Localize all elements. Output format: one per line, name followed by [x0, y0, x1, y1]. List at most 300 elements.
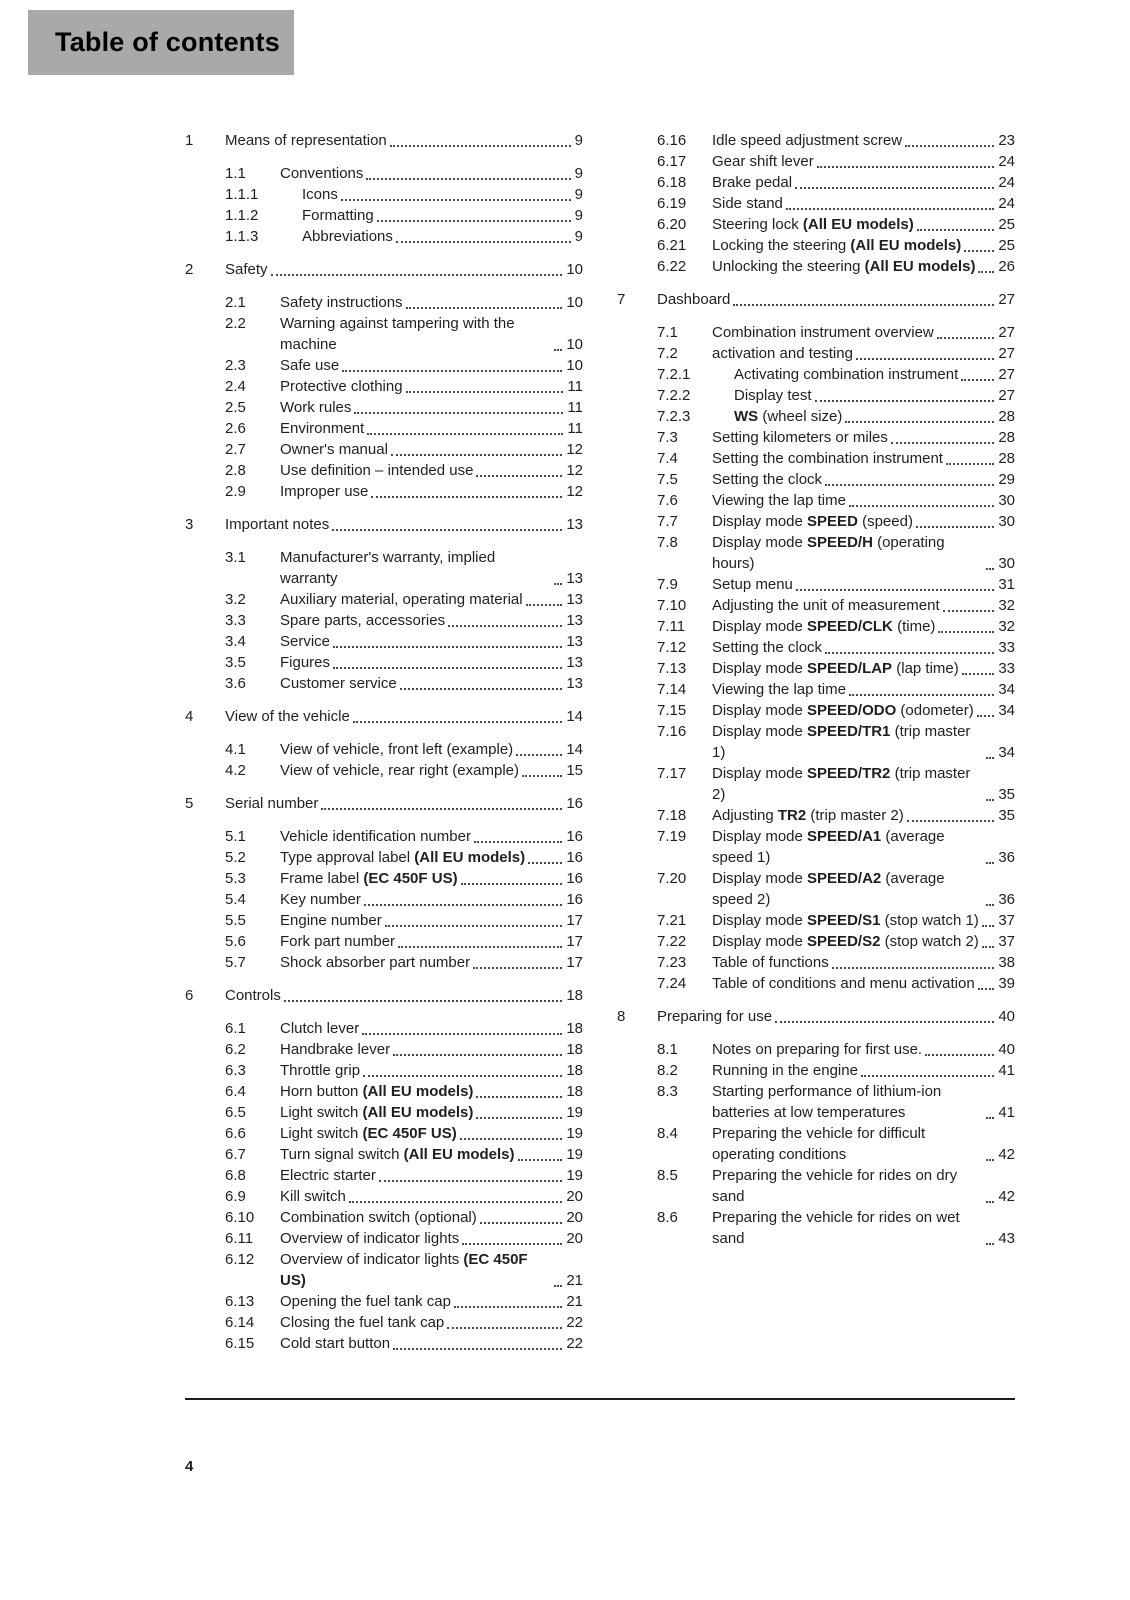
- toc-entry-page: 10: [566, 357, 583, 374]
- toc-entry-page: 20: [566, 1230, 583, 1247]
- toc-entry[interactable]: [185, 631, 583, 652]
- toc-entry-title: Adjusting TR2 (trip master 2): [712, 807, 904, 824]
- toc-entry[interactable]: [617, 721, 1015, 763]
- toc-dot-leader: [986, 757, 994, 759]
- toc-dot-leader: [460, 1138, 563, 1140]
- toc-entry[interactable]: [617, 448, 1015, 469]
- toc-entry[interactable]: [185, 652, 583, 673]
- toc-entry[interactable]: [617, 910, 1015, 931]
- toc-entry[interactable]: [617, 172, 1015, 193]
- toc-entry[interactable]: [617, 343, 1015, 364]
- toc-entry[interactable]: [185, 931, 583, 952]
- toc-entry-page: 42: [998, 1146, 1015, 1163]
- toc-entry-number: 5.4: [225, 891, 246, 908]
- toc-entry[interactable]: [185, 1060, 583, 1081]
- toc-entry-page: 17: [566, 954, 583, 971]
- toc-entry-title: Setting the combination instrument: [712, 450, 943, 467]
- toc-entry[interactable]: [617, 700, 1015, 721]
- toc-entry-number: 2.2: [225, 315, 246, 332]
- toc-dot-leader: [379, 1180, 562, 1182]
- toc-dot-leader: [554, 583, 562, 585]
- page-title: Table of contents: [55, 27, 280, 57]
- toc-dot-leader: [962, 673, 995, 675]
- toc-entry-title: Manufacturer's warranty, implied warranty: [280, 549, 496, 587]
- toc-entry[interactable]: [185, 1333, 583, 1354]
- toc-entry-page: 25: [998, 216, 1015, 233]
- toc-entry-title: Light switch (All EU models): [280, 1104, 474, 1121]
- toc-entry[interactable]: [617, 637, 1015, 658]
- toc-entry[interactable]: [185, 952, 583, 973]
- toc-entry[interactable]: [617, 427, 1015, 448]
- toc-entry[interactable]: [617, 1060, 1015, 1081]
- toc-entry-page: 32: [998, 597, 1015, 614]
- toc-entry[interactable]: [185, 130, 583, 151]
- toc-dot-leader: [354, 412, 563, 414]
- toc-entry[interactable]: [617, 385, 1015, 406]
- toc-entry-number: 7.9: [657, 576, 678, 593]
- toc-entry-page: 34: [998, 681, 1015, 698]
- toc-entry[interactable]: [185, 205, 583, 226]
- toc-entry-number: 7.14: [657, 681, 687, 698]
- toc-entry-number: 6.16: [657, 132, 687, 149]
- toc-entry[interactable]: [185, 355, 583, 376]
- toc-entry-page: 18: [566, 1083, 583, 1100]
- toc-entry-number: 7.16: [657, 723, 687, 740]
- toc-entry[interactable]: [185, 610, 583, 631]
- toc-entry-title: Owner's manual: [280, 441, 388, 458]
- toc-entry-number: 7.2: [657, 345, 678, 362]
- toc-dot-leader: [400, 688, 563, 690]
- toc-entry[interactable]: [185, 589, 583, 610]
- toc-entry-number: 7.23: [657, 954, 687, 971]
- toc-entry-title: Key number: [280, 891, 361, 908]
- toc-entry-title: Table of conditions and menu activation: [712, 975, 975, 992]
- toc-entry-page: 28: [998, 408, 1015, 425]
- toc-entry-number: 3.2: [225, 591, 246, 608]
- toc-entry[interactable]: [185, 397, 583, 418]
- toc-entry-page: 42: [998, 1188, 1015, 1205]
- toc-entry-number: 6.3: [225, 1062, 246, 1079]
- toc-entry-page: 24: [998, 153, 1015, 170]
- toc-entry-page: 26: [998, 258, 1015, 275]
- toc-entry-page: 10: [566, 294, 583, 311]
- toc-dot-leader: [982, 925, 995, 927]
- toc-entry[interactable]: [617, 193, 1015, 214]
- toc-entry[interactable]: [617, 868, 1015, 910]
- toc-entry-title: Preparing the vehicle for rides on dry sand: [712, 1167, 958, 1205]
- toc-entry-title: Display mode SPEED/A1 (average speed 1): [712, 828, 945, 866]
- toc-dot-leader: [916, 526, 994, 528]
- toc-entry-title: Notes on preparing for first use.: [712, 1041, 923, 1058]
- toc-entry[interactable]: [185, 1102, 583, 1123]
- toc-dot-leader: [390, 145, 571, 147]
- toc-entry[interactable]: [185, 439, 583, 460]
- toc-dot-leader: [393, 1348, 562, 1350]
- toc-dot-leader: [447, 1327, 562, 1329]
- toc-dot-leader: [917, 229, 995, 231]
- toc-entry-number: 7.15: [657, 702, 687, 719]
- toc-entry-number: 2.9: [225, 483, 246, 500]
- toc-entry-number: 6.11: [225, 1230, 254, 1247]
- toc-entry-title: Setting the clock: [712, 471, 823, 488]
- toc-entry-title: View of the vehicle: [225, 708, 350, 725]
- toc-entry-number: 3.4: [225, 633, 246, 650]
- toc-entry[interactable]: [185, 1207, 583, 1228]
- toc-entry[interactable]: [185, 313, 583, 355]
- toc-entry-title: Abbreviations: [302, 228, 393, 245]
- toc-entry[interactable]: [185, 673, 583, 694]
- toc-columns: [185, 130, 1015, 1354]
- toc-entry-title: Figures: [280, 654, 331, 671]
- toc-dot-leader: [476, 475, 562, 477]
- toc-entry-number: 2.6: [225, 420, 246, 437]
- toc-dot-leader: [554, 1285, 562, 1287]
- toc-entry-title: Safe use: [280, 357, 340, 374]
- toc-entry-number: 7.19: [657, 828, 687, 845]
- toc-entry-page: 34: [998, 744, 1015, 761]
- toc-entry-number: 7.1: [657, 324, 678, 341]
- toc-entry[interactable]: [185, 1291, 583, 1312]
- toc-entry-page: 16: [566, 870, 583, 887]
- toc-entry-number: 7.21: [657, 912, 687, 929]
- toc-entry-title: Dashboard: [657, 291, 731, 308]
- toc-entry-number: 5.3: [225, 870, 246, 887]
- toc-entry-number: 1.1.3: [225, 228, 259, 245]
- toc-entry-page: 19: [566, 1125, 583, 1142]
- toc-dot-leader: [925, 1054, 994, 1056]
- toc-entry-number: 2.5: [225, 399, 246, 416]
- toc-entry-page: 30: [998, 492, 1015, 509]
- toc-entry-number: 3.5: [225, 654, 246, 671]
- toc-dot-leader: [522, 775, 562, 777]
- toc-entry[interactable]: [185, 889, 583, 910]
- toc-entry-title: Cold start button: [280, 1335, 391, 1352]
- toc-entry-page: 19: [566, 1104, 583, 1121]
- toc-entry-number: 4.1: [225, 741, 246, 758]
- toc-dot-leader: [986, 1117, 994, 1119]
- toc-entry[interactable]: [185, 1312, 583, 1333]
- toc-entry[interactable]: [617, 406, 1015, 427]
- toc-entry-page: 10: [566, 261, 583, 278]
- toc-entry-number: 3.3: [225, 612, 246, 629]
- toc-entry-title: Important notes: [225, 516, 330, 533]
- toc-entry-page: 28: [998, 450, 1015, 467]
- toc-entry[interactable]: [617, 763, 1015, 805]
- toc-entry[interactable]: [185, 1039, 583, 1060]
- toc-entry[interactable]: [617, 511, 1015, 532]
- toc-entry-page: 34: [998, 702, 1015, 719]
- toc-entry-title: Overview of indicator lights (EC 450F US): [280, 1251, 528, 1289]
- toc-entry-number: 6.12: [225, 1251, 255, 1268]
- toc-entry-page: 30: [998, 513, 1015, 530]
- toc-dot-leader: [733, 304, 994, 306]
- toc-dot-leader: [817, 166, 995, 168]
- toc-column-right: [617, 130, 1015, 1354]
- toc-entry[interactable]: [617, 469, 1015, 490]
- toc-entry[interactable]: [617, 616, 1015, 637]
- toc-entry[interactable]: [617, 1207, 1015, 1249]
- toc-entry-title: Steering lock (All EU models): [712, 216, 914, 233]
- toc-entry[interactable]: [185, 985, 583, 1006]
- toc-entry-title: Brake pedal: [712, 174, 793, 191]
- toc-entry[interactable]: [185, 184, 583, 205]
- toc-entry-page: 17: [566, 912, 583, 929]
- toc-entry-title: Display mode SPEED/CLK (time): [712, 618, 936, 635]
- toc-entry-title: Preparing the vehicle for difficult operating conditions: [712, 1125, 926, 1163]
- toc-entry[interactable]: [185, 739, 583, 760]
- toc-entry-title: Table of functions: [712, 954, 829, 971]
- page-number: 4: [185, 1458, 194, 1475]
- toc-dot-leader: [849, 694, 994, 696]
- toc-entry[interactable]: [185, 847, 583, 868]
- toc-entry-number: 7: [617, 291, 626, 308]
- toc-entry[interactable]: [185, 418, 583, 439]
- toc-entry-number: 6.9: [225, 1188, 246, 1205]
- toc-entry-title: View of vehicle, rear right (example): [280, 762, 519, 779]
- toc-entry-number: 1.1.2: [225, 207, 259, 224]
- toc-dot-leader: [796, 589, 994, 591]
- toc-entry[interactable]: [617, 490, 1015, 511]
- toc-entry[interactable]: [185, 826, 583, 847]
- toc-entry-number: 5.2: [225, 849, 246, 866]
- toc-entry[interactable]: [617, 826, 1015, 868]
- toc-entry[interactable]: [185, 706, 583, 727]
- toc-entry-title: Horn button (All EU models): [280, 1083, 474, 1100]
- toc-entry-page: 21: [566, 1272, 583, 1289]
- toc-entry[interactable]: [617, 1006, 1015, 1027]
- toc-dot-leader: [978, 988, 995, 990]
- toc-entry[interactable]: [185, 292, 583, 313]
- toc-entry[interactable]: [617, 214, 1015, 235]
- toc-entry[interactable]: [185, 1249, 583, 1291]
- toc-entry-number: 5.6: [225, 933, 246, 950]
- toc-entry[interactable]: [617, 130, 1015, 151]
- toc-entry-title: Display mode SPEED/TR1 (trip master 1): [712, 723, 971, 761]
- toc-entry[interactable]: [617, 1081, 1015, 1123]
- toc-entry[interactable]: [617, 1165, 1015, 1207]
- toc-entry[interactable]: [617, 952, 1015, 973]
- toc-entry-page: 12: [566, 483, 583, 500]
- toc-dot-leader: [480, 1222, 563, 1224]
- toc-entry-page: 13: [566, 633, 583, 650]
- toc-entry-number: 7.7: [657, 513, 678, 530]
- toc-entry-page: 21: [566, 1293, 583, 1310]
- toc-entry[interactable]: [185, 793, 583, 814]
- toc-entry-page: 15: [566, 762, 583, 779]
- toc-dot-leader: [977, 715, 995, 717]
- toc-entry[interactable]: [185, 1081, 583, 1102]
- toc-dot-leader: [363, 1075, 562, 1077]
- toc-entry-title: Turn signal switch (All EU models): [280, 1146, 515, 1163]
- toc-entry[interactable]: [617, 1039, 1015, 1060]
- toc-entry[interactable]: [185, 514, 583, 535]
- toc-entry[interactable]: [185, 163, 583, 184]
- toc-dot-leader: [391, 454, 562, 456]
- toc-dot-leader: [938, 631, 994, 633]
- toc-entry-title: Warning against tampering with the machine: [280, 315, 515, 353]
- toc-entry-number: 7.18: [657, 807, 687, 824]
- toc-dot-leader: [333, 646, 562, 648]
- toc-entry-title: Type approval label (All EU models): [280, 849, 526, 866]
- toc-dot-leader: [385, 925, 563, 927]
- toc-dot-leader: [321, 808, 562, 810]
- toc-dot-leader: [526, 604, 563, 606]
- toc-dot-leader: [775, 1021, 994, 1023]
- toc-entry[interactable]: [617, 574, 1015, 595]
- toc-entry-page: 35: [998, 786, 1015, 803]
- toc-entry[interactable]: [185, 910, 583, 931]
- toc-entry-number: 7.6: [657, 492, 678, 509]
- toc-entry[interactable]: [617, 658, 1015, 679]
- toc-entry-number: 7.22: [657, 933, 687, 950]
- toc-entry-number: 8.2: [657, 1062, 678, 1079]
- toc-entry-title: Fork part number: [280, 933, 396, 950]
- toc-entry-title: Serial number: [225, 795, 319, 812]
- toc-entry-page: 40: [998, 1041, 1015, 1058]
- toc-dot-leader: [406, 391, 564, 393]
- toc-entry-title: Customer service: [280, 675, 397, 692]
- toc-entry-number: 6.18: [657, 174, 687, 191]
- toc-entry-number: 7.24: [657, 975, 687, 992]
- toc-entry[interactable]: [185, 1123, 583, 1144]
- toc-entry-page: 33: [998, 639, 1015, 656]
- toc-dot-leader: [856, 358, 994, 360]
- toc-dot-leader: [341, 199, 571, 201]
- toc-dot-leader: [961, 379, 994, 381]
- toc-entry-number: 7.8: [657, 534, 678, 551]
- toc-entry[interactable]: [617, 973, 1015, 994]
- toc-entry-title: Setting kilometers or miles: [712, 429, 888, 446]
- toc-entry[interactable]: [617, 931, 1015, 952]
- toc-dot-leader: [891, 442, 994, 444]
- toc-entry-number: 8.4: [657, 1125, 678, 1142]
- toc-entry-title: Display mode SPEED/S2 (stop watch 2): [712, 933, 979, 950]
- toc-entry[interactable]: [617, 595, 1015, 616]
- toc-entry-page: 29: [998, 471, 1015, 488]
- toc-entry-page: 20: [566, 1188, 583, 1205]
- toc-dot-leader: [943, 610, 995, 612]
- toc-entry[interactable]: [185, 376, 583, 397]
- toc-dot-leader: [476, 1096, 562, 1098]
- toc-dot-leader: [476, 1117, 562, 1119]
- toc-entry[interactable]: [185, 760, 583, 781]
- toc-entry-title: Display mode SPEED/S1 (stop watch 1): [712, 912, 979, 929]
- toc-entry[interactable]: [617, 289, 1015, 310]
- toc-entry-page: 36: [998, 891, 1015, 908]
- toc-entry[interactable]: [185, 481, 583, 502]
- toc-entry-number: 1: [185, 132, 194, 149]
- toc-dot-leader: [406, 307, 563, 309]
- toc-entry[interactable]: [185, 226, 583, 247]
- toc-entry-page: 18: [566, 1020, 583, 1037]
- toc-entry-number: 5: [185, 795, 194, 812]
- toc-entry-page: 27: [998, 387, 1015, 404]
- toc-entry[interactable]: [617, 235, 1015, 256]
- toc-entry-number: 2.4: [225, 378, 246, 395]
- toc-entry-page: 11: [567, 420, 583, 437]
- toc-entry-page: 31: [998, 576, 1015, 593]
- toc-entry[interactable]: [185, 1228, 583, 1249]
- toc-entry-page: 25: [998, 237, 1015, 254]
- toc-entry-title: Environment: [280, 420, 365, 437]
- toc-entry[interactable]: [617, 322, 1015, 343]
- toc-entry[interactable]: [185, 1165, 583, 1186]
- toc-entry[interactable]: [185, 460, 583, 481]
- toc-entry-number: 6.10: [225, 1209, 255, 1226]
- toc-entry-number: 6.7: [225, 1146, 246, 1163]
- toc-entry[interactable]: [617, 256, 1015, 277]
- toc-dot-leader: [349, 1201, 562, 1203]
- toc-dot-leader: [861, 1075, 994, 1077]
- toc-entry-page: 24: [998, 195, 1015, 212]
- toc-dot-leader: [448, 625, 562, 627]
- toc-entry-title: Display mode SPEED/TR2 (trip master 2): [712, 765, 971, 803]
- toc-entry-number: 6.2: [225, 1041, 246, 1058]
- toc-entry-page: 40: [998, 1008, 1015, 1025]
- toc-entry-number: 6.15: [225, 1335, 255, 1352]
- toc-entry[interactable]: [185, 1018, 583, 1039]
- toc-entry[interactable]: [617, 805, 1015, 826]
- toc-entry-number: 5.5: [225, 912, 246, 929]
- toc-entry-number: 6.20: [657, 216, 687, 233]
- toc-entry[interactable]: [185, 259, 583, 280]
- toc-entry-title: Combination switch (optional): [280, 1209, 477, 1226]
- toc-entry-page: 13: [566, 612, 583, 629]
- toc-entry-page: 13: [566, 675, 583, 692]
- toc-dot-leader: [528, 862, 562, 864]
- toc-entry[interactable]: [617, 151, 1015, 172]
- toc-entry-title: Work rules: [280, 399, 352, 416]
- toc-entry-number: 8.5: [657, 1167, 678, 1184]
- toc-dot-leader: [362, 1033, 562, 1035]
- toc-entry-title: Display mode SPEED/ODO (odometer): [712, 702, 974, 719]
- toc-entry-page: 12: [566, 441, 583, 458]
- toc-entry-title: Preparing the vehicle for rides on wet sand: [712, 1209, 960, 1247]
- toc-entry-page: 27: [998, 345, 1015, 362]
- toc-entry-title: Starting performance of lithium-ion batteries at low temperatures: [712, 1083, 942, 1121]
- toc-entry[interactable]: [617, 679, 1015, 700]
- toc-entry[interactable]: [185, 868, 583, 889]
- toc-entry[interactable]: [617, 1123, 1015, 1165]
- toc-entry-title: Viewing the lap time: [712, 492, 846, 509]
- toc-entry[interactable]: [185, 1186, 583, 1207]
- toc-entry[interactable]: [185, 547, 583, 589]
- toc-entry-title: Vehicle identification number: [280, 828, 471, 845]
- toc-entry-page: 14: [566, 741, 583, 758]
- toc-entry-page: 28: [998, 429, 1015, 446]
- toc-entry-number: 7.2.1: [657, 366, 691, 383]
- toc-entry-title: View of vehicle, front left (example): [280, 741, 514, 758]
- toc-entry-page: 37: [998, 933, 1015, 950]
- toc-dot-leader: [964, 250, 994, 252]
- toc-dot-leader: [377, 220, 571, 222]
- toc-entry-page: 36: [998, 849, 1015, 866]
- toc-entry-title: Protective clothing: [280, 378, 403, 395]
- toc-dot-leader: [554, 349, 562, 351]
- toc-entry-number: 3.6: [225, 675, 246, 692]
- toc-entry-title: Electric starter: [280, 1167, 376, 1184]
- toc-entry-number: 1.1.1: [225, 186, 259, 203]
- toc-entry[interactable]: [617, 532, 1015, 574]
- toc-entry[interactable]: [617, 364, 1015, 385]
- toc-entry-number: 7.4: [657, 450, 678, 467]
- toc-dot-leader: [825, 484, 994, 486]
- toc-entry-page: 9: [574, 207, 583, 224]
- toc-dot-leader: [396, 241, 571, 243]
- toc-entry-number: 6.4: [225, 1083, 246, 1100]
- toc-dot-leader: [462, 1243, 562, 1245]
- toc-entry[interactable]: [185, 1144, 583, 1165]
